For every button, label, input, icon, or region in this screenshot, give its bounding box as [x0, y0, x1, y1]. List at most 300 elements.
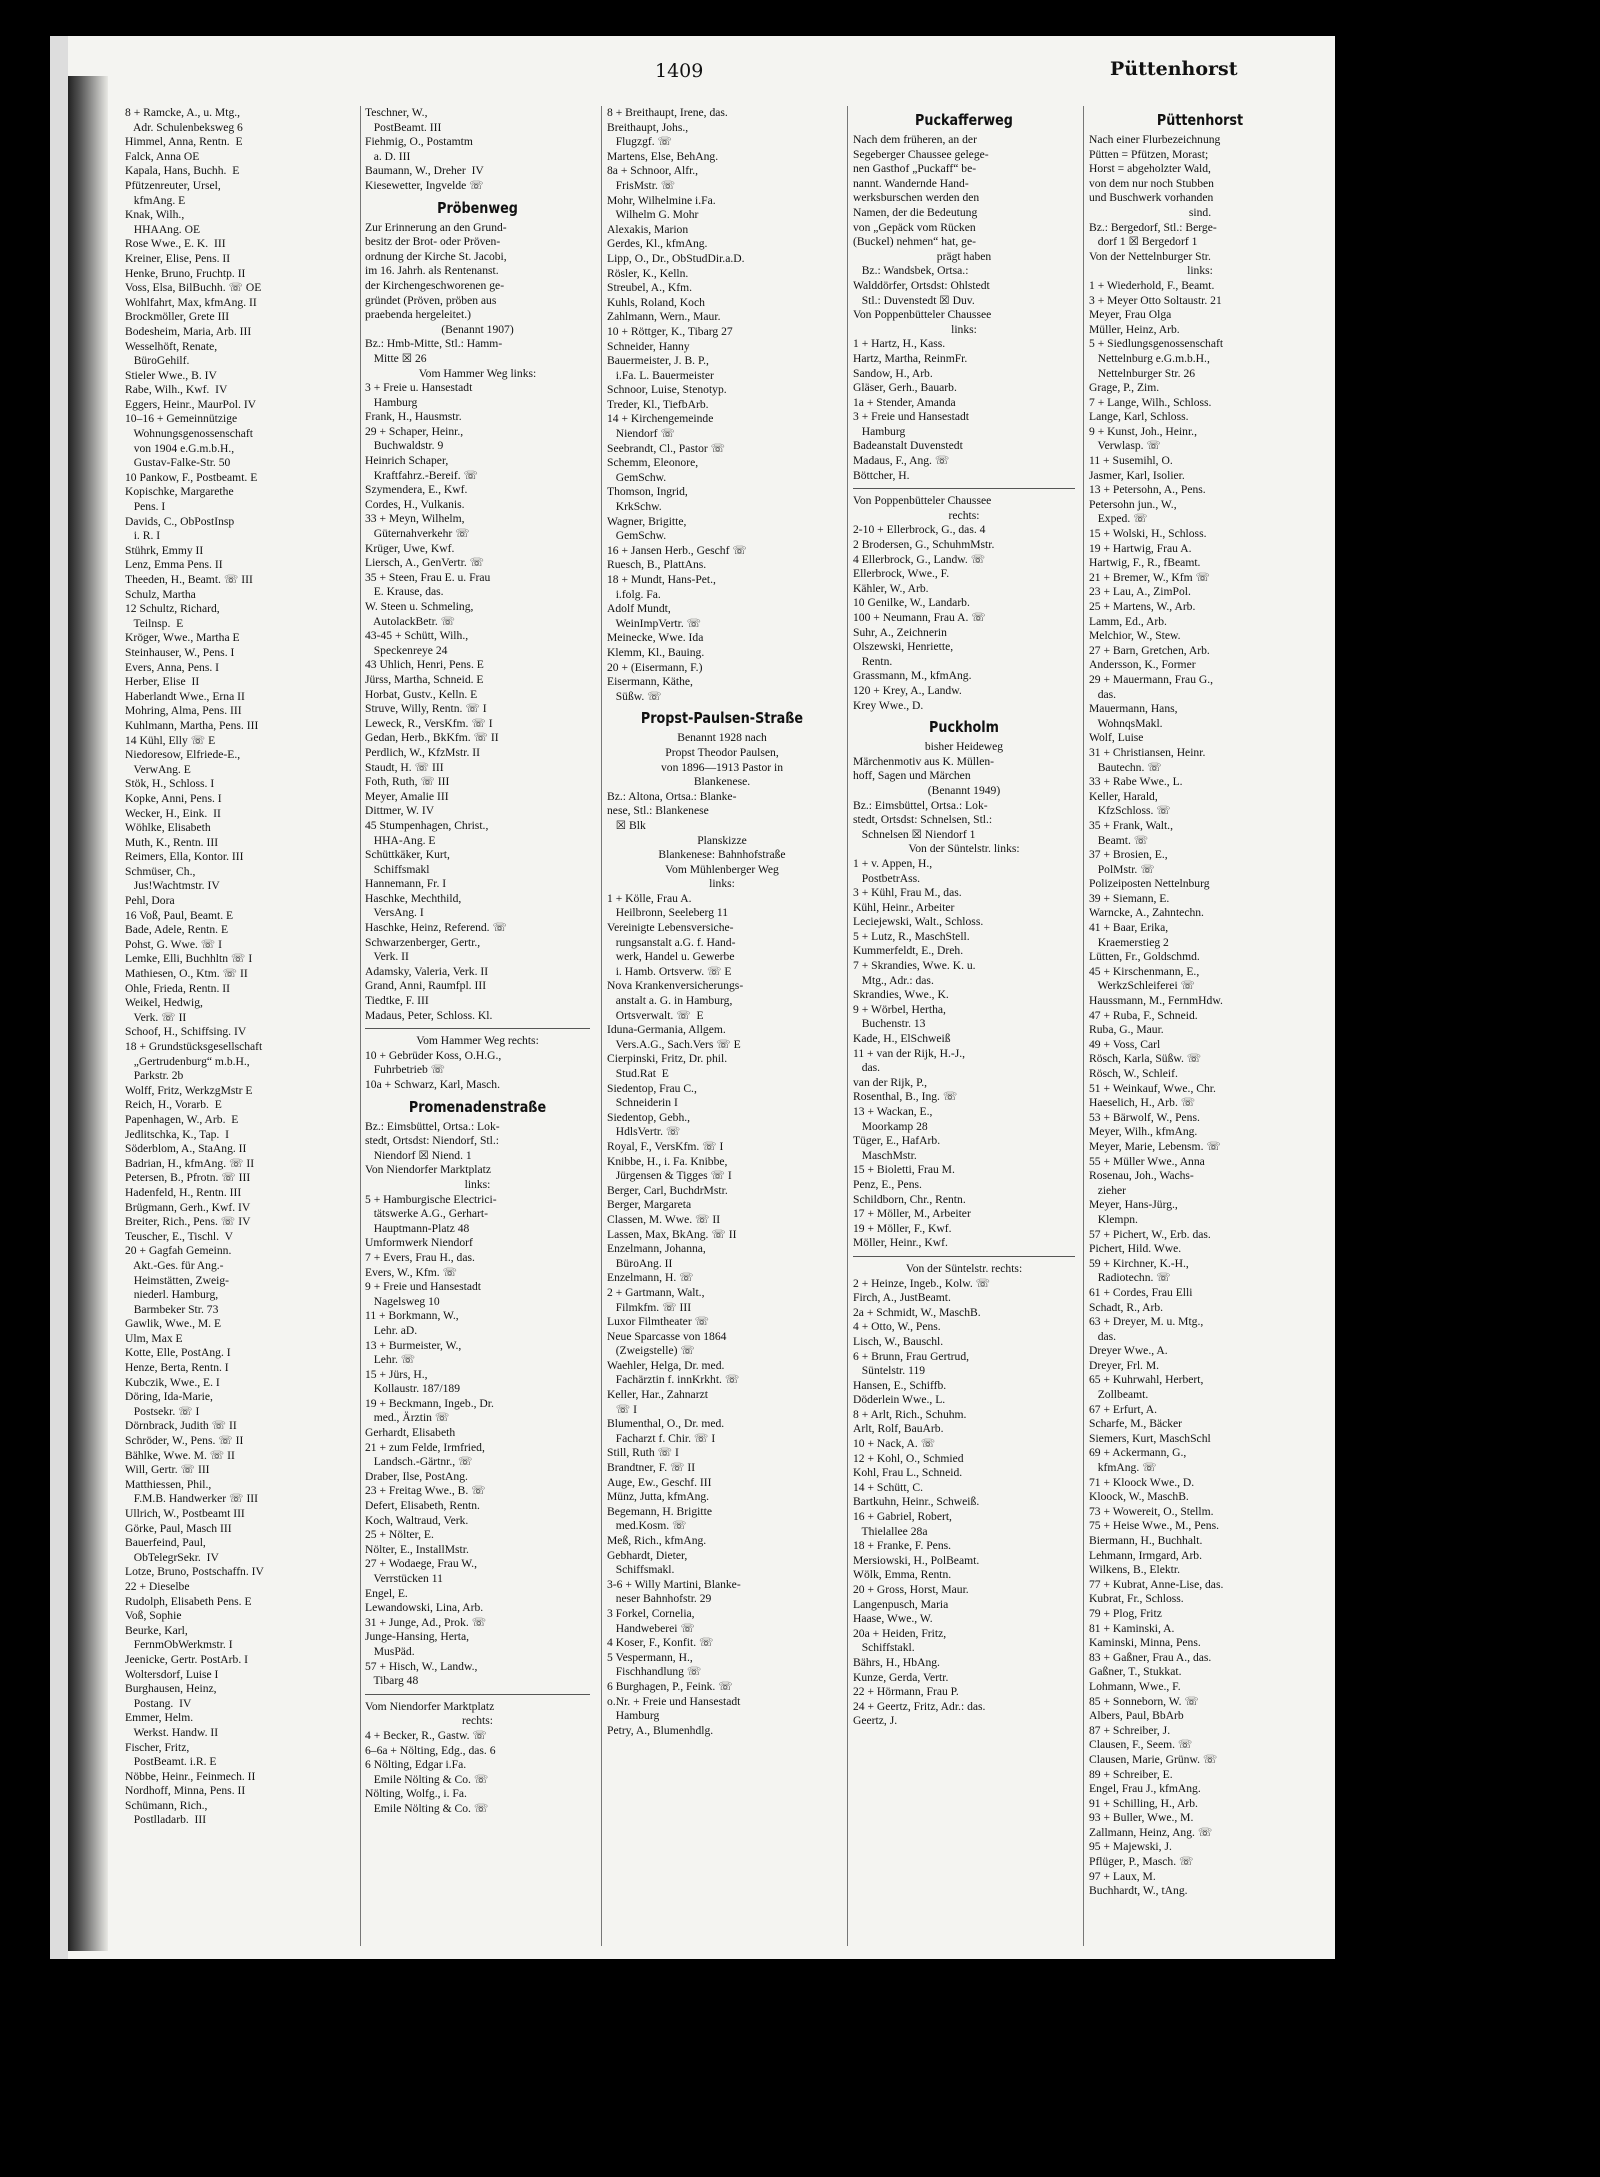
section-divider [365, 1028, 590, 1029]
directory-entry-line: Süntelstr. 119 [853, 1364, 926, 1378]
directory-entry-line: Cierpinski, Fritz, Dr. phil. [607, 1052, 728, 1066]
directory-entry-line: Theeden, H., Beamt. ☏ III [125, 573, 253, 586]
directory-entry-line: 4 Ellerbrock, G., Landw. ☏ [853, 552, 986, 566]
directory-entry-line: Biermann, H., Buchhalt. [1089, 1534, 1203, 1547]
directory-entry-line: Verrstücken 11 [365, 1572, 443, 1585]
directory-entry-line: 23 + Lau, A., ZimPol. [1089, 585, 1191, 599]
directory-entry-line: ObTelegrSekr. IV [125, 1550, 219, 1564]
directory-entry-line: 15 + Bioletti, Frau M. [853, 1163, 955, 1177]
column-3 [607, 106, 837, 1946]
directory-entry-line: rungsanstalt a.G. f. Hand- [607, 935, 736, 949]
directory-entry-line: Lamm, Ed., Arb. [1089, 614, 1167, 628]
directory-entry-line: stedt, Ortsdst: Schnelsen, Stl.: [853, 813, 993, 827]
directory-entry-line: Mtg., Adr.: das. [853, 973, 934, 987]
directory-entry-line: Adr. Schulenbeksweg 6 [125, 120, 243, 134]
directory-entry-line: Gawlik, Wwe., M. E [125, 1317, 222, 1331]
directory-entry-line: Schnoor, Luise, Stenotyp. [607, 383, 727, 397]
directory-entry-line: Rudolph, Elisabeth Pens. E [125, 1594, 252, 1608]
directory-entry-line: kfmAng. ☏ [1089, 1461, 1157, 1475]
directory-entry-line: Lange, Karl, Schloss. [1089, 410, 1189, 424]
directory-entry-line: Postang. IV [125, 1696, 192, 1710]
directory-entry-line: FrisMstr. ☏ [607, 178, 676, 192]
directory-entry-line: Woltersdorf, Luise I [125, 1667, 219, 1681]
directory-entry-line: Stührk, Emmy II [125, 543, 204, 557]
directory-entry-line: Melchior, W., Stew. [1089, 629, 1181, 643]
directory-entry-line: 93 + Buller, Wwe., M. [1089, 1811, 1194, 1825]
directory-entry-line: Schneider, Hanny [607, 339, 690, 353]
directory-entry-line: 6 Nölting, Edgar i.Fa. [365, 1758, 467, 1772]
directory-entry-line: Beurke, Karl, [125, 1623, 188, 1637]
directory-entry-line: 69 + Ackermann, G., [1089, 1446, 1187, 1460]
directory-entry-line: Müller, Heinz, Arb. [1089, 322, 1180, 336]
directory-entry-line: Meß, Rich., kfmAng. [607, 1534, 707, 1547]
directory-entry-line: a. D. III [365, 149, 411, 163]
directory-entry-line: Madaus, F., Ang. ☏ [853, 454, 950, 468]
column-rule [847, 106, 848, 1946]
directory-entry-line: 21 + zum Felde, Irmfried, [365, 1440, 485, 1454]
directory-entry-line: Kapala, Hans, Buchh. E [125, 164, 240, 178]
column-2 [365, 106, 590, 1946]
directory-entry-line: Eggers, Heinr., MaurPol. IV [125, 397, 257, 411]
directory-entry-line: Stieler Wwe., B. IV [125, 368, 217, 382]
section-subheading: prägt haben [936, 249, 992, 263]
directory-entry-line: 6 Burghagen, P., Feink. ☏ [607, 1679, 733, 1693]
directory-entry-line: Haeselich, H., Arb. ☏ [1089, 1096, 1196, 1110]
directory-entry-line: Schüttkäker, Kurt, [365, 848, 450, 862]
directory-entry-line: Lipp, O., Dr., ObStudDir.a.D. [607, 251, 745, 265]
directory-entry-line: 2 Brodersen, G., SchuhmMstr. [853, 538, 995, 552]
section-subheading: links: [1187, 264, 1213, 278]
directory-entry-line: Classen, M. Wwe. ☏ II [607, 1212, 721, 1226]
directory-entry-line: Rösch, Karla, Süßw. ☏ [1089, 1052, 1202, 1066]
directory-entry-line: Krüger, Uwe, Kwf. [365, 541, 455, 555]
directory-entry-line: Jus!Wachtmstr. IV [125, 879, 220, 893]
directory-entry-line: Madaus, Peter, Schloss. Kl. [365, 1008, 493, 1022]
directory-entry-line: niederl. Hamburg, [125, 1288, 219, 1302]
directory-entry-line: Kubrat, Fr., Schloss. [1089, 1592, 1184, 1606]
directory-entry-line: Haberlandt Wwe., Erna II [125, 689, 245, 703]
directory-entry-line: Meyer, Hans-Jürg., [1089, 1198, 1178, 1212]
directory-entry-line: Teuscher, E., Tischl. V [125, 1229, 234, 1243]
directory-entry-line: Meyer, Marie, Lebensm. ☏ [1089, 1139, 1221, 1153]
directory-entry-line: Namen, der die Bedeutung [853, 205, 978, 219]
directory-entry-line: 19 + Hartwig, Frau A. [1089, 541, 1192, 555]
directory-entry-line: 9 + Kunst, Joh., Heinr., [1089, 424, 1197, 438]
directory-entry-line: Still, Ruth ☏ I [607, 1446, 679, 1460]
directory-entry-line: Bz.: Hmb-Mitte, Stl.: Hamm- [365, 337, 503, 351]
directory-entry-line: Märchenmotiv aus K. Müllen- [853, 754, 995, 768]
directory-entry-line: Voss, Elsa, BilBuchh. ☏ OE [125, 281, 262, 295]
directory-entry-line: Hartz, Martha, ReinmFr. [853, 351, 968, 365]
directory-entry-line: 43-45 + Schütt, Wilh., [365, 629, 469, 643]
directory-entry-line: Postlladarb. III [125, 1813, 207, 1827]
directory-entry-line: Lisch, W., Bauschl. [853, 1334, 944, 1348]
directory-entry-line: Horst = abgeholzter Wald, [1089, 162, 1211, 176]
directory-entry-line: 5 + Hamburgische Electrici- [365, 1192, 497, 1206]
directory-entry-line: Pütten = Pfützen, Morast; [1089, 147, 1209, 161]
directory-entry-line: Wesselhöft, Renate, [125, 339, 218, 353]
section-subheading: Vom Hammer Weg links: [418, 366, 537, 380]
directory-entry-line: 63 + Dreyer, M. u. Mtg., [1089, 1315, 1204, 1329]
directory-entry-line: Lütten, Fr., Goldschmd. [1089, 950, 1200, 964]
directory-entry-line: Teilnsp. E [125, 616, 184, 630]
directory-entry-line: Vereinigte Lebensversiche- [607, 921, 734, 935]
directory-entry-line: Kreiner, Elise, Pens. II [125, 251, 231, 265]
directory-entry-line: Jasmer, Karl, Isolier. [1089, 468, 1185, 482]
directory-entry-line: 10 + Nack, A. ☏ [853, 1437, 936, 1451]
street-heading: Propst-Paulsen-Straße [640, 709, 804, 728]
directory-entry-line: 10 + Röttger, K., Tibarg 27 [607, 324, 733, 338]
directory-entry-line: Wecker, H., Eink. II [125, 806, 221, 820]
directory-entry-line: Grand, Anni, Raumfpl. III [365, 979, 487, 993]
directory-entry-line: Brandtner, F. ☏ II [607, 1461, 696, 1475]
directory-entry-line: Voß, Sophie [125, 1609, 182, 1623]
directory-entry-line: Ortsverwalt. ☏ E [607, 1008, 704, 1022]
directory-entry-line: i.folg. Fa. [607, 587, 661, 601]
street-heading: Püttenhorst [1156, 111, 1244, 129]
directory-entry-line: 8 + Ramcke, A., u. Mtg., [125, 106, 241, 119]
directory-entry-line: Segeberger Chaussee gelege- [853, 147, 989, 161]
directory-entry-line: 89 + Schreiber, E. [1089, 1767, 1173, 1781]
directory-entry-line: Thomson, Ingrid, [607, 485, 688, 499]
directory-entry-line: 2 + Gartmann, Walt., [607, 1285, 705, 1299]
directory-entry-line: Wagner, Brigitte, [607, 514, 687, 528]
directory-entry-line: 5 Vespermann, H., [607, 1650, 693, 1664]
directory-entry-line: Heinrich Schaper, [365, 454, 449, 468]
directory-entry-line: Wohnungsgenossenschaft [125, 427, 253, 441]
directory-entry-line: Fischer, Fritz, [125, 1740, 190, 1754]
directory-entry-line: Gustav-Falke-Str. 50 [125, 456, 231, 470]
directory-entry-line: 57 + Hisch, W., Landw., [365, 1659, 478, 1673]
directory-entry-line: Fiehmig, O., Postamtm [365, 135, 473, 149]
directory-entry-line: 3 + Freie u. Hansestadt [365, 381, 473, 395]
directory-entry-line: Leweck, R., VersKfm. ☏ I [365, 716, 493, 730]
directory-entry-line: Badrian, H., kfmAng. ☏ II [125, 1156, 255, 1170]
directory-entry-line: Adolf Mundt, [607, 602, 671, 616]
directory-entry-line: Kiesewetter, Ingvelde ☏ [365, 178, 484, 192]
directory-entry-line: PostBeamt. i.R. E [125, 1755, 217, 1769]
directory-entry-line: Reimers, Ella, Kontor. III [125, 850, 244, 864]
directory-entry-line: 16 + Gabriel, Robert, [853, 1510, 952, 1524]
section-divider [853, 1256, 1075, 1257]
directory-entry-line: 15 + Wolski, H., Schloss. [1089, 527, 1207, 541]
directory-entry-line: Fuhrbetrieb ☏ [365, 1063, 446, 1077]
directory-entry-line: 77 + Kubrat, Anne-Lise, das. [1089, 1577, 1224, 1591]
directory-entry-line: Bauerfeind, Paul, [125, 1536, 206, 1550]
directory-entry-line: 1 + Wiederhold, F., Beamt. [1089, 278, 1215, 292]
directory-entry-line: Jeenicke, Gertr. PostArb. I [125, 1652, 248, 1666]
directory-entry-line: Lemke, Elli, Buchhltn ☏ I [125, 952, 253, 966]
directory-entry-line: gründet (Pröven, pröben aus [365, 293, 497, 307]
directory-entry-line: 11 + Borkmann, W., [365, 1309, 459, 1323]
directory-entry-line: Krey Wwe., D. [853, 698, 924, 712]
directory-entry-line: Wolf, Luise [1089, 731, 1144, 745]
directory-entry-line: Brügmann, Gerh., Kwf. IV [125, 1200, 251, 1214]
directory-entry-line: kfmAng. E [125, 193, 186, 207]
directory-entry-line: Schröder, W., Pens. ☏ II [125, 1434, 244, 1448]
directory-entry-line: Kloock, W., MaschB. [1089, 1490, 1189, 1504]
directory-entry-line: 39 + Siemann, E. [1089, 891, 1170, 905]
directory-entry-line: Güternahverkehr ☏ [365, 527, 470, 541]
directory-entry-line: Skrandies, Wwe., K. [853, 988, 949, 1002]
directory-entry-line: Tüger, E., HafArb. [853, 1134, 941, 1148]
directory-entry-line: 11 + Susemihl, O. [1089, 454, 1173, 468]
directory-entry-line: Mersiowski, H., PolBeamt. [853, 1553, 980, 1567]
directory-entry-line: 31 + Junge, Ad., Prok. ☏ [365, 1615, 487, 1629]
directory-entry-line: und Buschwerk vorhanden [1089, 191, 1214, 205]
directory-entry-line: 14 + Kirchengemeinde [607, 412, 714, 426]
directory-entry-line: Kraftfahrz.-Bereif. ☏ [365, 468, 478, 482]
street-heading: Promenadenstraße [408, 1097, 547, 1116]
directory-entry-line: 17 + Möller, M., Arbeiter [853, 1207, 971, 1221]
directory-entry-line: 5 + Siedlungsgenossenschaft [1089, 337, 1224, 351]
directory-entry-line: KfzSchloss. ☏ [1089, 804, 1171, 818]
directory-entry-line: Stud.Rat E [607, 1067, 669, 1080]
directory-entry-line: Junge-Hansing, Herta, [365, 1630, 469, 1644]
book-gutter-shadow [68, 76, 108, 1951]
directory-entry-line: Schulz, Martha [125, 587, 196, 601]
section-subheading: (Benannt 1907) [441, 322, 514, 336]
directory-entry-line: Pens. I [125, 500, 166, 514]
directory-entry-line: Knibbe, H., i. Fa. Knibbe, [607, 1154, 728, 1168]
directory-entry-line: Rosenthal, B., Ing. ☏ [853, 1090, 958, 1104]
directory-entry-line: Kade, H., ElSchweiß [853, 1032, 951, 1046]
directory-entry-line: Rentn. [853, 654, 893, 668]
directory-entry-line: 1 + v. Appen, H., [853, 856, 933, 870]
directory-entry-line: stedt, Ortsdst: Niendorf, Stl.: [365, 1134, 499, 1148]
directory-entry-line: Dreyer Wwe., A. [1089, 1344, 1168, 1358]
directory-entry-line: Sandow, H., Arb. [853, 366, 933, 380]
directory-entry-line: Rose Wwe., E. K. III [125, 237, 226, 251]
directory-entry-line: Keller, Har., Zahnarzt [607, 1388, 708, 1402]
directory-entry-line: 7 + Skrandies, Wwe. K. u. [853, 959, 976, 973]
directory-entry-line: Frank, H., Hausmstr. [365, 410, 462, 424]
directory-entry-line: Heilbronn, Seeleberg 11 [607, 906, 729, 920]
directory-entry-line: W. Steen u. Schmeling, [365, 600, 474, 613]
directory-entry-line: Bz.: Bergedorf, Stl.: Berge- [1089, 220, 1217, 234]
directory-entry-line: Royal, F., VersKfm. ☏ I [607, 1139, 724, 1153]
directory-entry-line: VerwAng. E [125, 762, 191, 776]
directory-entry-line: Fachärztin f. innKrkht. ☏ [607, 1373, 740, 1387]
directory-entry-line: BüroAng. II [607, 1256, 673, 1270]
directory-entry-line: Umformwerk Niendorf [365, 1236, 473, 1250]
directory-entry-line: 49 + Voss, Carl [1089, 1037, 1161, 1051]
directory-entry-line: Petry, A., Blumenhdlg. [607, 1723, 714, 1737]
directory-entry-line: Radiotechn. ☏ [1089, 1271, 1171, 1285]
directory-entry-line: 15 + Jürs, H., [365, 1367, 428, 1381]
directory-entry-line: 83 + Gaßner, Frau A., das. [1089, 1650, 1212, 1664]
directory-entry-line: Grassmann, M., kfmAng. [853, 669, 972, 683]
directory-entry-line: Arlt, Rolf, BauArb. [853, 1422, 944, 1436]
directory-entry-line: 91 + Schilling, H., Arb. [1089, 1796, 1198, 1810]
section-subheading: bisher Heideweg [924, 740, 1004, 754]
directory-entry-line: werksburschen werden den [853, 191, 980, 205]
directory-entry-line: WohnqsMakl. [1089, 716, 1163, 730]
directory-entry-line: 27 + Wodaege, Frau W., [365, 1557, 477, 1571]
directory-entry-line: Foth, Ruth, ☏ III [365, 775, 450, 789]
directory-entry-line: nen Gasthof „Puckaff“ be- [853, 162, 977, 176]
directory-entry-line: Leciejewski, Walt., Schloss. [853, 915, 984, 929]
directory-entry-line: 53 + Bärwolf, W., Pens. [1089, 1110, 1200, 1124]
directory-entry-line: 4 + Becker, R., Gastw. ☏ [365, 1728, 487, 1742]
directory-entry-line: 27 + Barn, Gretchen, Arb. [1089, 643, 1210, 657]
directory-entry-line: Draber, Ilse, PostAng. [365, 1469, 468, 1483]
directory-entry-line: Filmkfm. ☏ III [607, 1300, 692, 1314]
directory-entry-line: Papenhagen, W., Arb. E [125, 1112, 239, 1126]
section-subheading: sind. [1188, 205, 1212, 219]
directory-entry-line: ordnung der Kirche St. Jacobi, [365, 249, 507, 263]
directory-entry-line: Emile Nölting & Co. ☏ [365, 1801, 489, 1815]
directory-entry-line: 18 + Mundt, Hans-Pet., [607, 573, 716, 586]
directory-entry-line: Tiedtke, F. III [365, 994, 429, 1008]
directory-entry-line: 2a + Schmidt, W., MaschB. [853, 1305, 981, 1319]
directory-entry-line: Gedan, Herb., BkKfm. ☏ II [365, 731, 499, 745]
directory-entry-line: Hamburg [365, 395, 418, 409]
directory-entry-line: Weikel, Hedwig, [125, 996, 203, 1010]
directory-entry-line: (Buckel) nehmen“ hat, ge- [853, 235, 976, 249]
directory-entry-line: Breithaupt, Johs., [607, 120, 689, 134]
directory-entry-line: WeinImpVertr. ☏ [607, 616, 702, 630]
directory-entry-line: ☒ Blk [607, 818, 646, 832]
directory-entry-line: Kotte, Elle, PostAng. I [125, 1346, 231, 1360]
directory-entry-line: Siedentop, Frau C., [607, 1081, 697, 1095]
directory-entry-line: Reich, H., Vorarb. E [125, 1098, 222, 1112]
section-subheading: rechts: [462, 1714, 493, 1728]
directory-entry-line: Barmbeker Str. 73 [125, 1302, 219, 1316]
directory-entry-line: Kähler, W., Arb. [853, 581, 929, 595]
directory-entry-line: Auge, Ew., Geschf. III [607, 1475, 712, 1489]
directory-entry-line: Clausen, Marie, Grünw. ☏ [1089, 1752, 1218, 1766]
directory-entry-line: Lenz, Emma Pens. II [125, 558, 223, 572]
directory-entry-line: Nölter, E., InstallMstr. [365, 1542, 469, 1556]
directory-entry-line: 3 Forkel, Cornelia, [607, 1606, 695, 1620]
directory-entry-line: anstalt a. G. in Hamburg, [607, 994, 733, 1008]
directory-entry-line: Heimstätten, Zweig- [125, 1273, 229, 1287]
directory-entry-line: 97 + Laux, M. [1089, 1869, 1156, 1883]
directory-entry-line: Nordhoff, Minna, Pens. II [125, 1784, 246, 1798]
directory-entry-line: nannt. Wandernde Hand- [853, 176, 969, 190]
directory-entry-line: Ellerbrock, Wwe., F. [853, 567, 950, 581]
directory-entry-line: im 16. Jahrh. als Rentenanst. [365, 264, 499, 278]
directory-entry-line: Wilkens, B., Elektr. [1089, 1563, 1180, 1577]
directory-entry-line: Von Niendorfer Marktplatz [365, 1163, 491, 1177]
directory-entry-line: VersAng. I [365, 906, 424, 920]
directory-entry-line: Scharfe, M., Bäcker [1089, 1417, 1183, 1431]
directory-entry-line: Mohr, Wilhelmine i.Fa. [607, 193, 716, 207]
directory-entry-line: Staudt, H. ☏ III [365, 760, 444, 774]
directory-entry-line: Zur Erinnerung an den Grund- [365, 220, 507, 234]
directory-entry-line: Begemann, H. Brigitte [607, 1504, 712, 1518]
directory-entry-line: Gläser, Gerh., Bauarb. [853, 381, 957, 395]
directory-entry-line: Baumann, W., Dreher IV [365, 164, 484, 178]
directory-entry-line: Bauermeister, J. B. P., [607, 354, 709, 368]
directory-entry-line: Lehr. aD. [365, 1323, 418, 1337]
directory-entry-line: 9 + Wörbel, Hertha, [853, 1002, 946, 1016]
directory-entry-line: Hadenfeld, H., Rentn. III [125, 1185, 242, 1199]
directory-entry-line: 10 Pankow, F., Postbeamt. E [125, 470, 258, 484]
directory-entry-line: Lohmann, Wwe., F. [1089, 1679, 1181, 1693]
directory-entry-line: Parkstr. 2b [125, 1069, 184, 1083]
column-1 [125, 106, 350, 1946]
directory-entry-line: Grage, P., Zim. [1089, 381, 1160, 395]
directory-entry-line: van der Rijk, P., [853, 1075, 928, 1089]
directory-entry-line: Buchwaldstr. 9 [365, 439, 444, 453]
directory-entry-line: Kraemerstieg 2 [1089, 935, 1169, 949]
directory-entry-line: Warncke, A., Zahntechn. [1089, 906, 1204, 920]
directory-entry-line: Albers, Paul, BbArb [1089, 1709, 1184, 1723]
directory-entry-line: GemSchw. [607, 470, 667, 484]
directory-entry-line: Hartwig, F., R., fBeamt. [1089, 556, 1201, 570]
directory-entry-line: Nettelnburger Str. 26 [1089, 366, 1196, 380]
directory-entry-line: Buchhardt, W., tAng. [1089, 1884, 1188, 1898]
directory-entry-line: Petersohn jun., W., [1089, 497, 1177, 511]
directory-entry-line: Kopischke, Margarethe [125, 485, 234, 499]
directory-entry-line: Wolff, Fritz, WerkzgMstr E [125, 1083, 253, 1097]
directory-entry-line: Buchenstr. 13 [853, 1017, 926, 1031]
directory-entry-line: Langenpusch, Maria [853, 1597, 949, 1611]
directory-entry-line: Klempn. [1089, 1212, 1138, 1226]
directory-entry-line: GemSchw. [607, 529, 667, 543]
directory-entry-line: MaschMstr. [853, 1148, 917, 1162]
section-subheading: links: [464, 1177, 491, 1191]
directory-entry-line: das. [1089, 687, 1117, 701]
directory-entry-line: Meyer, Amalie III [365, 789, 449, 803]
directory-entry-line: Gebhardt, Dieter, [607, 1548, 688, 1562]
directory-entry-line: Jürss, Martha, Schneid. E [365, 672, 484, 686]
directory-entry-line: 2 + Heinze, Ingeb., Kolw. ☏ [853, 1276, 991, 1290]
directory-entry-line: Bz.: Eimsbüttel, Ortsa.: Lok- [365, 1119, 500, 1133]
directory-entry-line: Polizeiposten Nettelnburg [1089, 877, 1210, 891]
directory-entry-line: Kohl, Frau L., Schneid. [853, 1466, 963, 1480]
directory-entry-line: Engel, Frau J., kfmAng. [1089, 1782, 1201, 1796]
directory-entry-line: Döderlein Wwe., L. [853, 1393, 946, 1407]
section-subheading: Vom Hammer Weg rechts: [416, 1034, 539, 1048]
directory-entry-line: Verk. II [365, 950, 409, 964]
directory-entry-line: das. [1089, 1329, 1117, 1343]
column-5 [1089, 106, 1311, 1946]
directory-entry-line: 3 + Kühl, Frau M., das. [853, 886, 962, 900]
directory-entry-line: Speckenreye 24 [365, 643, 448, 657]
directory-entry-line: Meyer, Frau Olga [1089, 308, 1172, 322]
directory-entry-line: 10a + Schwarz, Karl, Masch. [365, 1078, 500, 1091]
directory-entry-line: Struve, Willy, Rentn. ☏ I [365, 702, 487, 716]
directory-entry-line: Kühl, Heinr., Arbeiter [853, 900, 955, 914]
directory-entry-line: Schwarzenberger, Gertr., [365, 935, 481, 949]
section-subheading: Von der Süntelstr. links: [908, 842, 1020, 856]
directory-entry-line: 13 + Petersohn, A., Pens. [1089, 483, 1206, 497]
directory-entry-line: Geertz, J. [853, 1714, 898, 1728]
directory-entry-line: hoff, Sagen und Märchen [853, 769, 971, 783]
directory-entry-line: Herber, Elise II [125, 675, 200, 689]
directory-entry-line: Bählke, Wwe. M. ☏ II [125, 1448, 235, 1462]
directory-entry-line: von „Gepäck vom Rücken [853, 220, 976, 234]
directory-entry-line: Lewandowski, Lina, Arb. [365, 1601, 484, 1615]
section-divider [853, 488, 1075, 489]
directory-entry-line: Verk. ☏ II [125, 1010, 187, 1024]
directory-entry-line: Niendorf ☒ Niend. 1 [365, 1148, 472, 1162]
directory-entry-line: MusPäd. [365, 1644, 415, 1658]
directory-entry-line: 1a + Stender, Amanda [853, 395, 956, 409]
directory-entry-line: Ruesch, B., PlattAns. [607, 558, 707, 572]
directory-entry-line: 75 + Heise Wwe., M., Pens. [1089, 1519, 1219, 1533]
directory-entry-line: Horbat, Gustv., Kelln. E [365, 687, 478, 701]
section-subheading: Von der Süntelstr. rechts: [905, 1261, 1023, 1275]
directory-entry-line: Keller, Harald, [1089, 789, 1158, 803]
directory-entry-line: med.Kosm. ☏ [607, 1519, 687, 1533]
directory-entry-line: Berger, Margareta [607, 1198, 692, 1212]
street-heading: Puckholm [929, 718, 999, 737]
directory-entry-line: Engel, E. [365, 1586, 408, 1600]
